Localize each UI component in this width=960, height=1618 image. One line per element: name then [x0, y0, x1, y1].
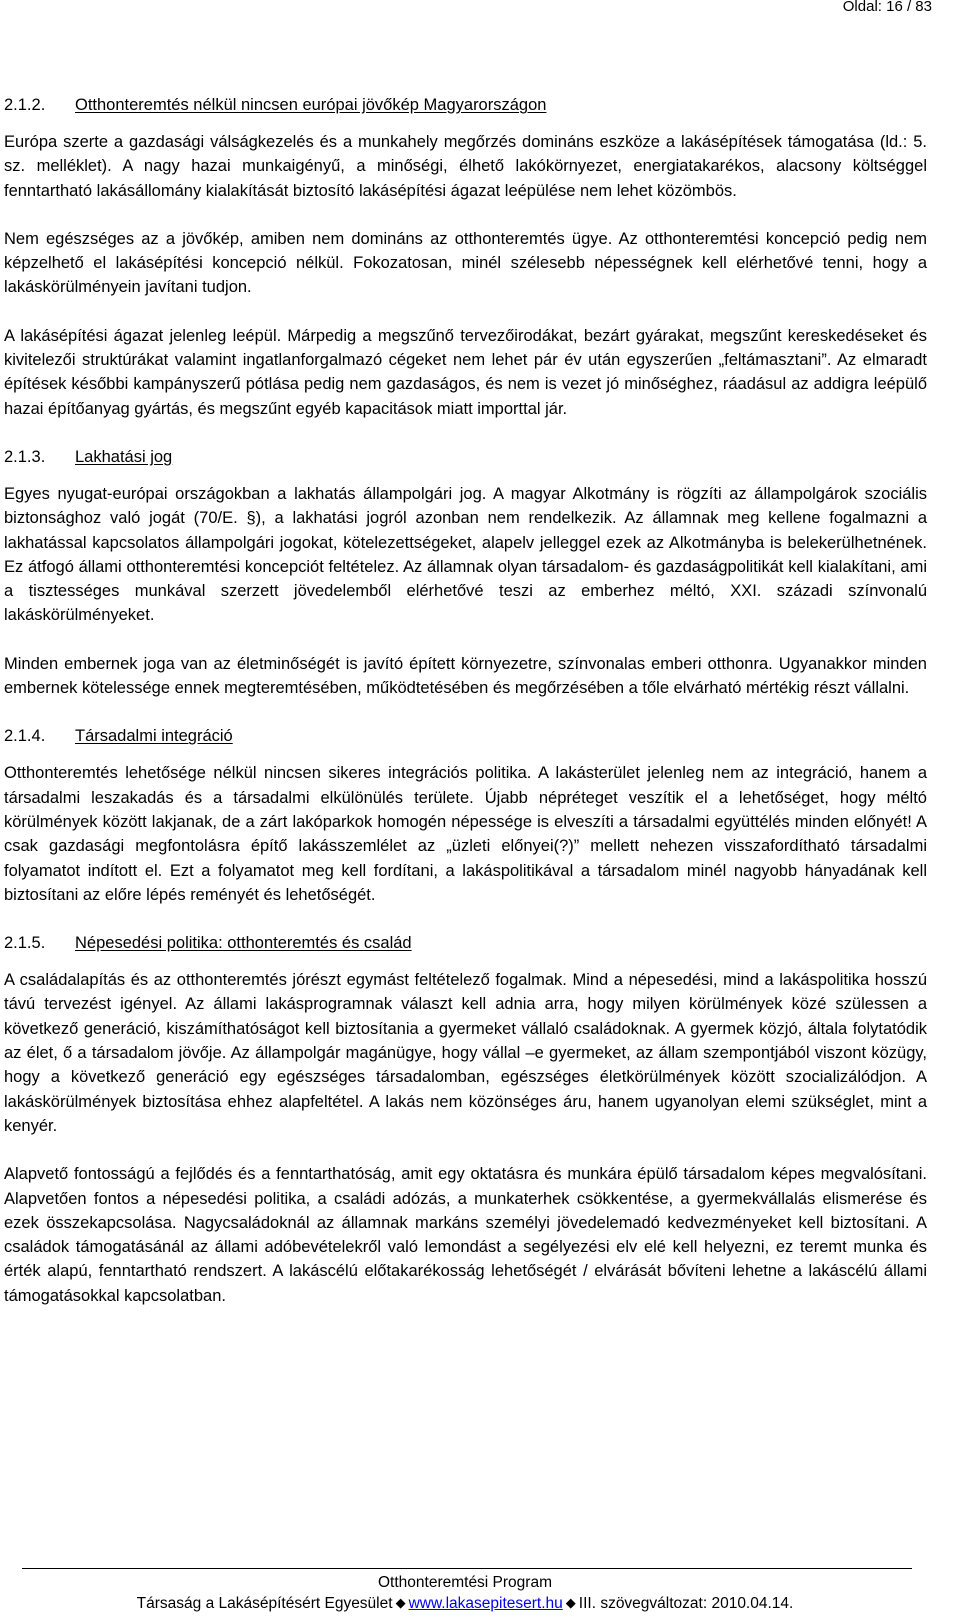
section-heading — [4, 445, 927, 469]
section-heading — [4, 931, 927, 955]
section-2-1-2 — [4, 93, 927, 421]
page-number: Oldal: 16 / 83 — [842, 0, 932, 15]
footer-website-link[interactable]: www.lakasepitesert.hu — [408, 1595, 563, 1612]
footer-org: Társaság a Lakásépítésért Egyesület — [136, 1595, 393, 1612]
document-body — [4, 93, 927, 1332]
section-2-1-4 — [4, 724, 927, 907]
paragraph: Minden embernek joga van az életminőségét is javító épített környezetre, színvonalas emberi otthonra. Ugyanakkor minden embernek kötelessége ennek megteremtésében, működtetésében és megőrzésében a tőle elvárható mértékig részt vállalni. — [4, 654, 927, 698]
footer-divider — [22, 1568, 912, 1569]
section-number: 2.1.5. — [4, 934, 46, 953]
section-title: Lakhatási jog — [75, 447, 173, 466]
section-2-1-5 — [4, 931, 927, 1308]
paragraph: Otthonteremtés lehetősége nélkül nincsen sikeres integrációs politika. A lakásterület jelenleg nem az integráció, hanem a társadalmi leszakadás és a társadalmi elkülönülés területe. Újabb népréteget veszítik el a lehetőséget, hogy méltó körülmények között lakjanak, de a zárt lakóparkok homogén népessége is elveszíti a társadalmi együttélés minden előnyét! A csak gazdasági megfontolásra építő lakásszemlélet az „üzleti előnyei(?)” mellett nehezen visszafordítható társadalmi folyamatot indított el. Ezt a folyamatot meg kell fordítani, a lakáspolitikával a társadalom minél nagyobb hányadának kell biztosítani az előre lépés reményét és lehetőségét. — [4, 764, 927, 904]
paragraph: A lakásépítési ágazat jelenleg leépül. Márpedig a megszűnő tervezőirodákat, bezárt gyárakat, megszűnt kereskedéseket és kivitelezői struktúrákat valamint ingatlanforgalmazó cégeket nem lehet pár év után egyszerűen „feltámasztani”. Az elmaradt építések későbbi kampányszerű pótlása pedig nem gazdaságos, és nem is vezet jó minőséghez, ráadásul az addigra leépülő hazai építőanyag gyártás, és megszűnt egyéb kapacitások miatt importtal jár. — [4, 326, 927, 418]
section-2-1-3 — [4, 445, 927, 700]
paragraph: Alapvető fontosságú a fejlődés és a fenntarthatóság, amit egy oktatásra és munkára épülő társadalom képes megvalósítani. Alapvetően fontos a népesedési politika, a családi adózás, a munkaterhek csökkentése, a gyermekvállalás elismerése és ezek összekapcsolása. Nagycsaládoknál az államnak markáns személyi jövedelemadó kedvezményeket kell biztosítani. A családok támogatásánál az állami adóbevételekről való lemondást a segélyezési elv elé kell helyezni, ez teremt munka és érték alapú, fenntartható rendszert. A lakáscélú előtakarékosság lehetőségét / elvárását bővíteni lehetne a lakáscélú állami támogatásokkal kapcsolatban. — [4, 1165, 927, 1305]
footer-program-title: Otthonteremtési Program — [377, 1574, 552, 1591]
section-title: Népesedési politika: otthonteremtés és család — [75, 934, 412, 953]
paragraph: Nem egészséges az a jövőkép, amiben nem domináns az otthonteremtés ügye. Az otthonteremtési koncepció pedig nem képzelhető el lakásépítési koncepció nélkül. Fokozatosan, minél szélesebb népességnek kell elérhetővé tenni, hogy a lakáskörülményein javítani tudjon. — [4, 229, 927, 297]
section-number: 2.1.2. — [4, 96, 46, 114]
paragraph: Egyes nyugat-európai országokban a lakhatás állampolgári jog. A magyar Alkotmány is rögzíti az állampolgárok szociális biztonsághoz való jogát (70/E. §), a lakhatási jogról azonban nem rendelkezik. Az államnak meg kellene fogalmazni a lakhatással kapcsolatos állampolgári jogokat, kötelezettségeket, alapelv jelleggel ezek az Alkotmányba is belekerülhetnének. Ez átfogó állami otthonteremtési koncepciót feltételez. Az államnak olyan társadalom- és gazdaságpolitikát kell kialakítani, ami a tisztességes munkával szerzett jövedelemből elérhetővé teszi az emberhez méltó, XXI. századi színvonalú lakáskörülményeket. — [4, 484, 927, 625]
section-number: 2.1.4. — [4, 727, 46, 746]
paragraph: Európa szerte a gazdasági válságkezelés és a munkahely megőrzés domináns eszköze a lakásépítések támogatása (ld.: 5. sz. melléklet). A nagy hazai munkaigényű, a minőségi, élhető lakókörnyezet, energiatakarékos, alacsony költséggel fenntartható lakásállomány kialakítását biztosító lakásépítési ágazat leépülése nem lehet közömbös. — [4, 133, 927, 200]
footer-info — [0, 1595, 930, 1613]
section-heading — [4, 724, 927, 748]
footer-version: III. szövegváltozat: 2010.04.14. — [578, 1595, 794, 1612]
section-heading — [4, 93, 927, 117]
section-title: Otthonteremtés nélkül nincsen európai jövőkép Magyarországon — [75, 96, 547, 114]
diamond-icon: ◆ — [565, 1595, 576, 1610]
section-title: Társadalmi integráció — [75, 727, 233, 746]
section-number: 2.1.3. — [4, 447, 46, 466]
paragraph: A családalapítás és az otthonteremtés jórészt egymást feltételező fogalmak. Mind a népesedési, mind a lakáspolitika hosszú távú tervezést igényel. Az állami lakásprogramnak választ kell adnia arra, hogy milyen körülmények közé szülessen a következő generáció, kiszámíthatóságot kell biztosítania a gyermeket vállaló családoknak. A gyermek közjó, általa folytatódik az élet, ő a társadalom jövője. Az állampolgár magánügye, hogy vállal –e gyermeket, az állam szempontjából viszont közügy, hogy a következő generáció egy egészséges társadalomban, egészséges életkörülmények között szocializálódjon. A lakáskörülmények biztosítása ehhez alapfeltétel. A lakás nem közönséges áru, hanem ugyanolyan elemi szükséglet, mint a kenyér. — [4, 971, 927, 1135]
diamond-icon: ◆ — [395, 1595, 406, 1610]
